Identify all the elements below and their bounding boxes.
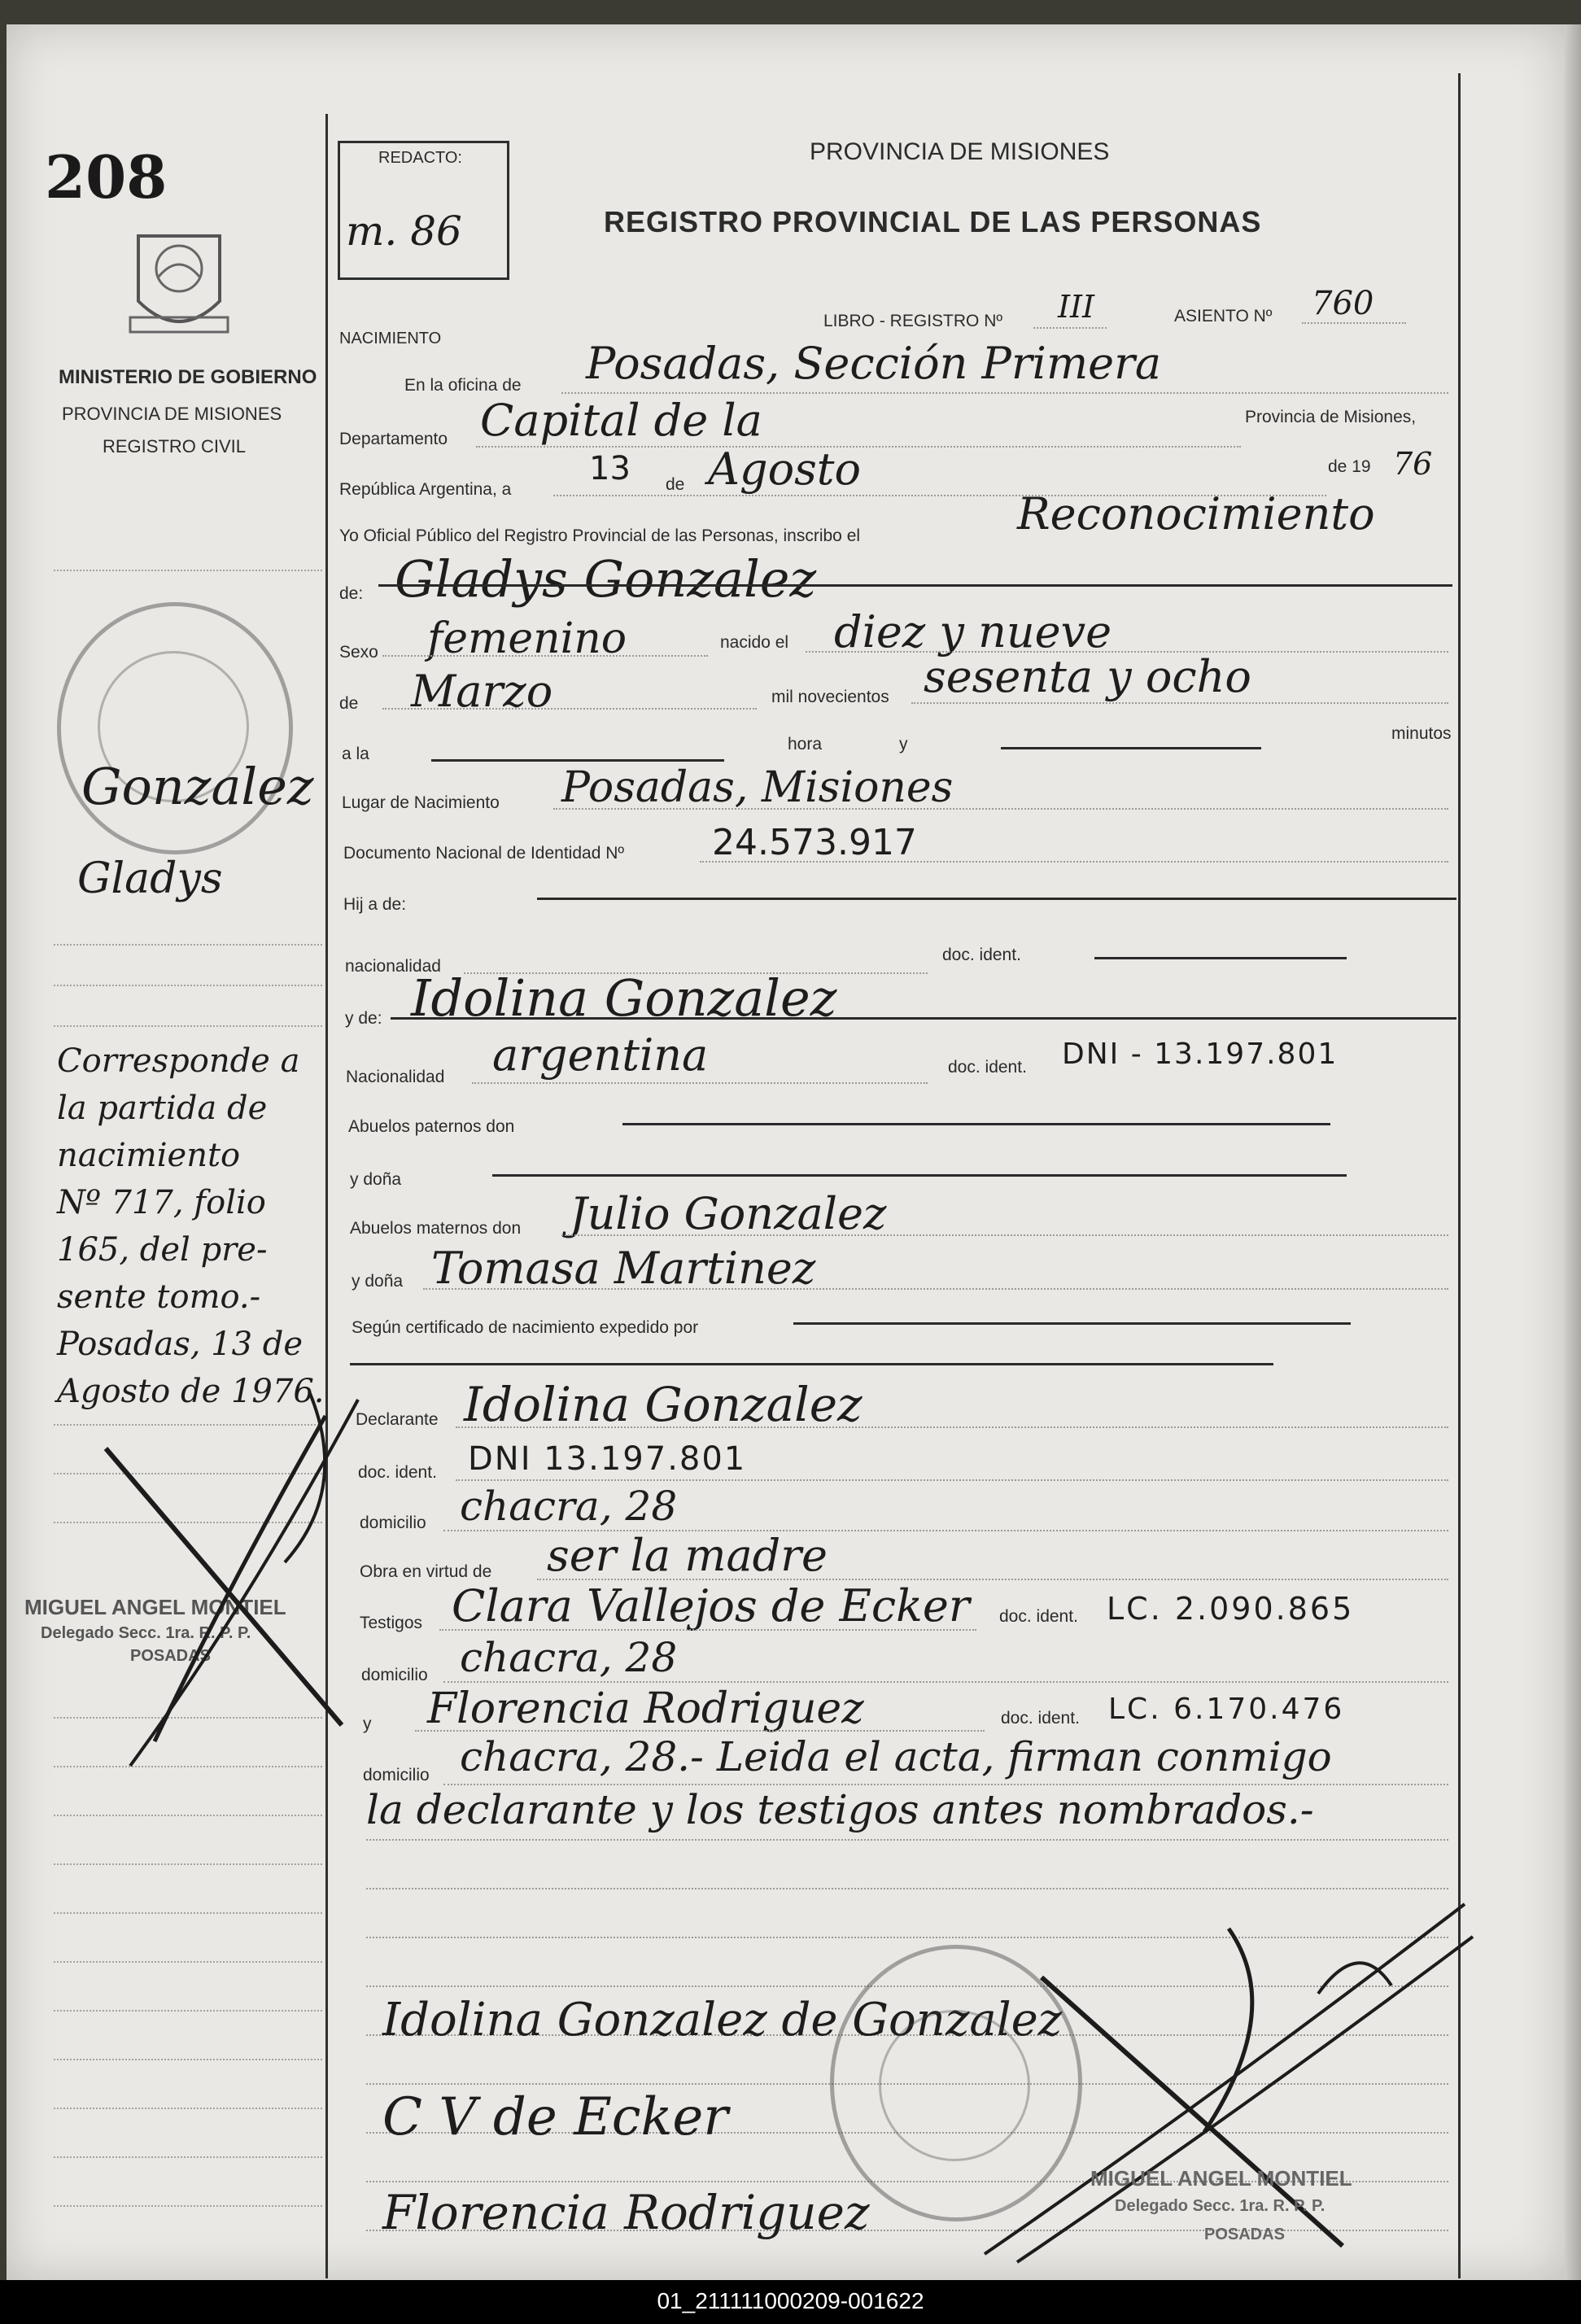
- nacido-value: diez y nueve: [834, 606, 1112, 657]
- asiento-label: ASIENTO Nº: [1174, 307, 1273, 325]
- ab-mat-dona-rule: [423, 1288, 1448, 1290]
- margin-rule: [54, 985, 322, 986]
- annotation-line: Posadas, 13 de: [57, 1326, 304, 1363]
- margin-rule: [54, 1025, 322, 1027]
- de2-label: de: [339, 694, 359, 713]
- departamento-label: Departamento: [339, 430, 448, 448]
- oficina-rule: [561, 392, 1448, 394]
- annotation-line: nacimiento: [57, 1137, 241, 1174]
- annotation-line: sente tomo.-: [57, 1278, 261, 1316]
- margin-rule: [54, 2108, 322, 2109]
- domicilio3-rule: [443, 1784, 1448, 1785]
- ab-mat-rule: [561, 1234, 1448, 1236]
- nacimiento-label: NACIMIENTO: [339, 330, 442, 347]
- footer-code: 01_211111000209-001622: [657, 2288, 924, 2313]
- hora-blank-line: [431, 759, 724, 762]
- oficial-label: Yo Oficial Público del Registro Provincial de las Personas, inscribo el: [339, 526, 861, 545]
- signature-testigo2: Florencia Rodriguez: [382, 2185, 870, 2240]
- de-label: de: [666, 475, 685, 494]
- sexo-label: Sexo: [339, 643, 378, 662]
- dni-value: 24.573.917: [712, 822, 917, 863]
- testigo1-doc-value: LC. 2.090.865: [1107, 1591, 1355, 1627]
- annotation-line: la partida de: [57, 1090, 268, 1127]
- declarante-label: Declarante: [356, 1410, 439, 1429]
- margin-rule: [54, 1912, 322, 1914]
- year-prefix: de 19: [1328, 457, 1371, 476]
- day-value: 13: [589, 450, 631, 487]
- domicilio1-label: domicilio: [360, 1514, 426, 1532]
- ab-pat-label: Abuelos paternos don: [348, 1117, 515, 1136]
- ab-pat-dona-line: [492, 1174, 1347, 1177]
- domicilio3-label: domicilio: [363, 1766, 430, 1784]
- docident1-label: doc. ident.: [942, 946, 1021, 964]
- province-title: PROVINCIA DE MISIONES: [810, 138, 1110, 165]
- registry-title: REGISTRO PROVINCIAL DE LAS PERSONAS: [604, 205, 1262, 238]
- domicilio2-rule: [443, 1681, 1448, 1683]
- libro-value: III: [1058, 289, 1095, 325]
- lugar-rule: [553, 808, 1448, 810]
- testigos-label: Testigos: [360, 1614, 423, 1632]
- minutos-blank-line: [1001, 747, 1261, 749]
- y2-label: y: [363, 1715, 372, 1733]
- docident2-value: DNI - 13.197.801: [1062, 1038, 1339, 1071]
- dni-label: Documento Nacional de Identidad Nº: [343, 844, 625, 863]
- page-edge: [1565, 24, 1581, 2280]
- ab-pat-dona-label: y doña: [350, 1170, 402, 1189]
- obra-value: ser la madre: [547, 1530, 828, 1581]
- month-value: Agosto: [708, 443, 861, 495]
- testigo2-doc-label: doc. ident.: [1001, 1709, 1080, 1728]
- margin-surname: Gonzalez: [81, 757, 314, 816]
- birth-year-value: sesenta y ocho: [924, 651, 1251, 702]
- dni-rule: [700, 861, 1448, 863]
- coat-of-arms-icon: [122, 220, 236, 350]
- margin-rule: [54, 2010, 322, 2012]
- docident1-line: [1094, 957, 1347, 959]
- testigo2-value: Florencia Rodriguez: [427, 1684, 864, 1733]
- oficina-value: Posadas, Sección Primera: [586, 338, 1162, 389]
- obra-label: Obra en virtud de: [360, 1562, 492, 1581]
- official-stamp-line2: Delegado Secc. 1ra. R. P. P.: [41, 1624, 251, 1642]
- empty-rule: [366, 1839, 1448, 1841]
- domicilio1-value: chacra, 28: [460, 1483, 678, 1530]
- margin-rule: [54, 2059, 322, 2060]
- sexo-value: femenino: [427, 614, 627, 663]
- bottom-stamp-line3: POSADAS: [1204, 2226, 1285, 2243]
- registry-label: REGISTRO CIVIL: [103, 436, 247, 456]
- person-value: Gladys Gonzalez: [395, 549, 817, 609]
- closing-line: la declarante y los testigos antes nombrados.-: [366, 1786, 1314, 1833]
- margin-rule: [54, 2156, 322, 2158]
- testigo2-doc-value: LC. 6.170.476: [1108, 1693, 1345, 1726]
- declarante-value: Idolina Gonzalez: [464, 1377, 863, 1432]
- annotation-line: Corresponde a: [57, 1042, 300, 1080]
- docident2-label: doc. ident.: [948, 1058, 1027, 1077]
- bottom-stamp-line2: Delegado Secc. 1ra. R. P. P.: [1115, 2197, 1326, 2215]
- birth-month-rule: [382, 708, 757, 710]
- libro-label: LIBRO - REGISTRO Nº: [823, 312, 1003, 330]
- birth-month-value: Marzo: [411, 666, 553, 717]
- hora-label: hora: [788, 735, 823, 754]
- margin-rule: [54, 570, 322, 571]
- nacionalidad2-rule: [472, 1082, 928, 1084]
- nacionalidad1-label: nacionalidad: [345, 957, 441, 976]
- province-label: PROVINCIA DE MISIONES: [62, 404, 282, 424]
- margin-rule: [54, 1961, 322, 1963]
- ab-mat-label: Abuelos maternos don: [350, 1219, 522, 1238]
- decl-doc-rule: [456, 1479, 1448, 1481]
- domicilio3-value: chacra, 28.- Leida el acta, firman conmigo: [460, 1733, 1332, 1780]
- lugar-value: Posadas, Misiones: [561, 763, 954, 812]
- decl-doc-label: doc. ident.: [358, 1463, 437, 1482]
- domicilio2-value: chacra, 28: [460, 1634, 678, 1681]
- annotation-line: Agosto de 1976.: [57, 1373, 325, 1410]
- libro-rule: [1033, 327, 1107, 329]
- bottom-stamp-line1: MIGUEL ANGEL MONTIEL: [1090, 2166, 1352, 2191]
- hija-label: Hij a de:: [343, 895, 407, 914]
- father-line: [537, 898, 1457, 900]
- lugar-label: Lugar de Nacimiento: [342, 793, 500, 812]
- minutos-label: minutos: [1391, 724, 1452, 743]
- ab-mat-dona-value: Tomasa Martinez: [431, 1243, 816, 1294]
- margin-rule: [54, 1863, 322, 1865]
- domicilio2-label: domicilio: [361, 1666, 428, 1684]
- nacionalidad2-value: argentina: [492, 1029, 709, 1081]
- decl-doc-value: DNI 13.197.801: [468, 1440, 747, 1478]
- y-label: y: [899, 735, 908, 754]
- redacto-value: m. 86: [346, 208, 462, 255]
- margin-rule: [54, 944, 322, 946]
- testigo1-value: Clara Vallejos de Ecker: [452, 1580, 970, 1632]
- testigo1-rule: [439, 1629, 976, 1631]
- asiento-value: 760: [1312, 285, 1374, 322]
- annotation-line: Nº 717, folio: [57, 1184, 266, 1221]
- nacido-label: nacido el: [720, 633, 789, 652]
- segun-label: Según certificado de nacimiento expedido por: [352, 1318, 699, 1337]
- provincia-suffix: Provincia de Misiones,: [1245, 408, 1417, 426]
- ab-mat-value: Julio Gonzalez: [570, 1188, 887, 1239]
- annotation-line: 165, del pre-: [57, 1231, 268, 1269]
- de-person-label: de:: [339, 584, 364, 603]
- declarante-rule: [456, 1426, 1448, 1428]
- segun-line2: [350, 1363, 1273, 1365]
- republica-label: República Argentina, a: [339, 480, 512, 499]
- segun-line: [793, 1322, 1351, 1325]
- left-margin-line: [325, 114, 328, 2278]
- folio-number: 208: [45, 142, 168, 212]
- sexo-rule: [382, 655, 708, 657]
- birth-year-rule: [911, 702, 1448, 704]
- mil-label: mil novecientos: [771, 688, 889, 706]
- nacionalidad2-label: Nacionalidad: [346, 1068, 445, 1086]
- madre-line: [391, 1017, 1457, 1020]
- redacto-label: REDACTO:: [378, 149, 462, 167]
- testigo2-rule: [415, 1730, 985, 1732]
- margin-rule: [54, 1815, 322, 1816]
- person-rule: [378, 584, 1452, 587]
- madre-value: Idolina Gonzalez: [411, 968, 837, 1028]
- signature-testigo1: C V de Ecker: [382, 2087, 728, 2147]
- asiento-rule: [1302, 322, 1406, 324]
- oficina-label: En la oficina de: [404, 376, 522, 395]
- margin-rule: [54, 2205, 322, 2207]
- acto-value: Reconocimiento: [1017, 488, 1375, 540]
- official-stamp-line1: MIGUEL ANGEL MONTIEL: [24, 1595, 286, 1619]
- ministry-label: MINISTERIO DE GOBIERNO: [59, 366, 317, 388]
- year-value: 76: [1393, 446, 1433, 482]
- ab-mat-dona-label: y doña: [352, 1272, 404, 1291]
- y-de-label: y de:: [345, 1009, 382, 1028]
- departamento-value: Capital de la: [480, 395, 762, 446]
- margin-given-name: Gladys: [77, 854, 223, 903]
- a-la-label: a la: [342, 745, 369, 763]
- signature-declarante: Idolina Gonzalez de Gonzalez: [382, 1994, 1063, 2047]
- ab-pat-line: [622, 1123, 1330, 1125]
- testigo1-doc-label: doc. ident.: [999, 1607, 1078, 1626]
- official-stamp-line3: POSADAS: [130, 1647, 211, 1665]
